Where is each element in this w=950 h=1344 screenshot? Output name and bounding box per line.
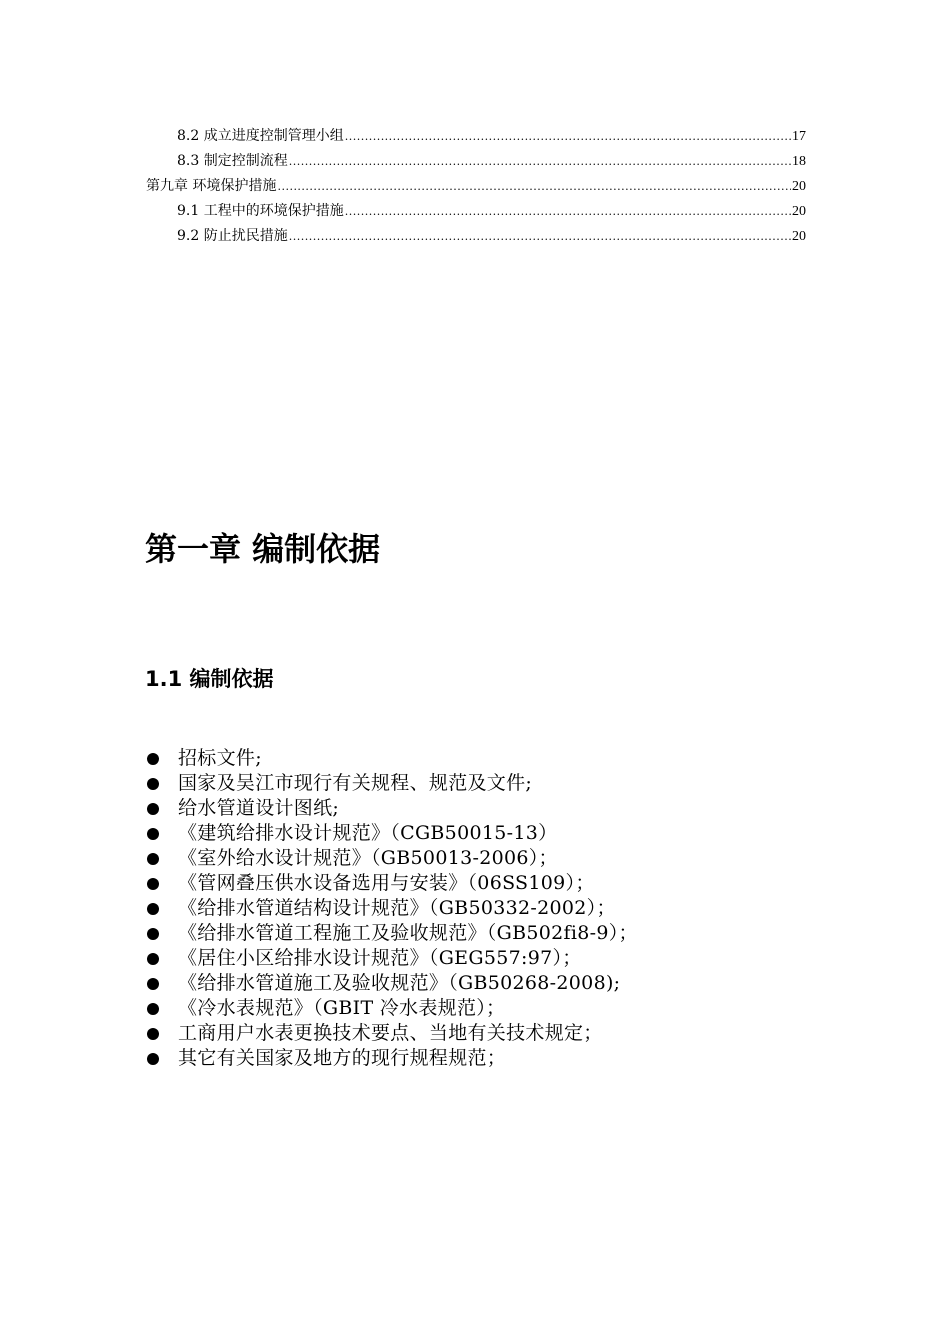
- toc-entry[interactable]: [177, 152, 806, 170]
- list-item-text: 国家及吴江市现行有关规程、规范及文件;: [178, 772, 533, 794]
- bullet-icon: [147, 778, 159, 790]
- list-item: [145, 896, 845, 921]
- toc-entry-label: 第九章 环境保护措施: [146, 178, 277, 194]
- toc-entry-page: 20: [792, 204, 806, 219]
- list-item: [145, 921, 845, 946]
- toc-entry[interactable]: [177, 202, 806, 220]
- list-item: [145, 996, 845, 1021]
- list-item: [145, 1021, 845, 1046]
- basis-list: [145, 746, 845, 1071]
- toc-entry-label: 9.2 防止扰民措施: [177, 228, 288, 244]
- toc-leader-dots: [289, 153, 791, 171]
- bullet-icon: [147, 753, 159, 765]
- list-item-text: 《室外给水设计规范》（GB50013-2006）；: [178, 847, 558, 869]
- toc-leader-dots: [345, 203, 791, 221]
- list-item-text: 《给排水管道工程施工及验收规范》（GB502fi8-9）；: [178, 922, 638, 944]
- list-item: [145, 771, 845, 796]
- list-item: [145, 821, 845, 846]
- list-item-text: 《给排水管道施工及验收规范》（GB50268-2008);: [178, 972, 621, 994]
- bullet-icon: [147, 978, 159, 990]
- list-item: [145, 1046, 845, 1071]
- list-item-text: 招标文件;: [178, 747, 262, 769]
- bullet-icon: [147, 928, 159, 940]
- toc-entry-label: 9.1 工程中的环境保护措施: [177, 203, 344, 219]
- toc-entry-page: 18: [792, 154, 806, 169]
- list-item: [145, 946, 845, 971]
- bullet-icon: [147, 878, 159, 890]
- bullet-icon: [147, 1028, 159, 1040]
- list-item-text: 《居住小区给排水设计规范》（GEG557:97）；: [178, 947, 582, 969]
- toc-entry[interactable]: [177, 227, 806, 245]
- list-item: [145, 796, 845, 821]
- list-item: [145, 871, 845, 896]
- list-item-text: 其它有关国家及地方的现行规程规范；: [178, 1047, 507, 1069]
- toc-entry-label: 8.3 制定控制流程: [177, 153, 288, 169]
- list-item-text: 《冷水表规范》（GBIT 冷水表规范）；: [178, 997, 506, 1019]
- bullet-icon: [147, 1003, 159, 1015]
- bullet-icon: [147, 953, 159, 965]
- list-item: [145, 746, 845, 771]
- section-title: 1.1 编制依据: [145, 667, 274, 691]
- list-item-text: 《管网叠压供水设备选用与安装》（06SS109）；: [178, 872, 595, 894]
- bullet-icon: [147, 803, 159, 815]
- list-item-text: 给水管道设计图纸;: [178, 797, 340, 819]
- bullet-icon: [147, 828, 159, 840]
- toc-entry[interactable]: [146, 177, 806, 195]
- list-item-text: 《给排水管道结构设计规范》（GB50332-2002）；: [178, 897, 616, 919]
- toc-leader-dots: [345, 128, 791, 146]
- list-item-text: 《建筑给排水设计规范》（CGB50015-13）: [178, 822, 558, 844]
- toc-leader-dots: [289, 228, 791, 246]
- chapter-title: 第一章 编制依据: [145, 530, 381, 568]
- toc-entry-page: 17: [792, 129, 806, 144]
- toc-entry-page: 20: [792, 229, 806, 244]
- toc-entry[interactable]: [177, 127, 806, 145]
- bullet-icon: [147, 853, 159, 865]
- toc-entry-label: 8.2 成立进度控制管理小组: [177, 128, 344, 144]
- bullet-icon: [147, 1053, 159, 1065]
- list-item: [145, 846, 845, 871]
- toc-leader-dots: [277, 178, 791, 196]
- toc-entry-page: 20: [792, 179, 806, 194]
- bullet-icon: [147, 903, 159, 915]
- list-item-text: 工商用户水表更换技术要点、当地有关技术规定；: [178, 1022, 603, 1044]
- list-item: [145, 971, 845, 996]
